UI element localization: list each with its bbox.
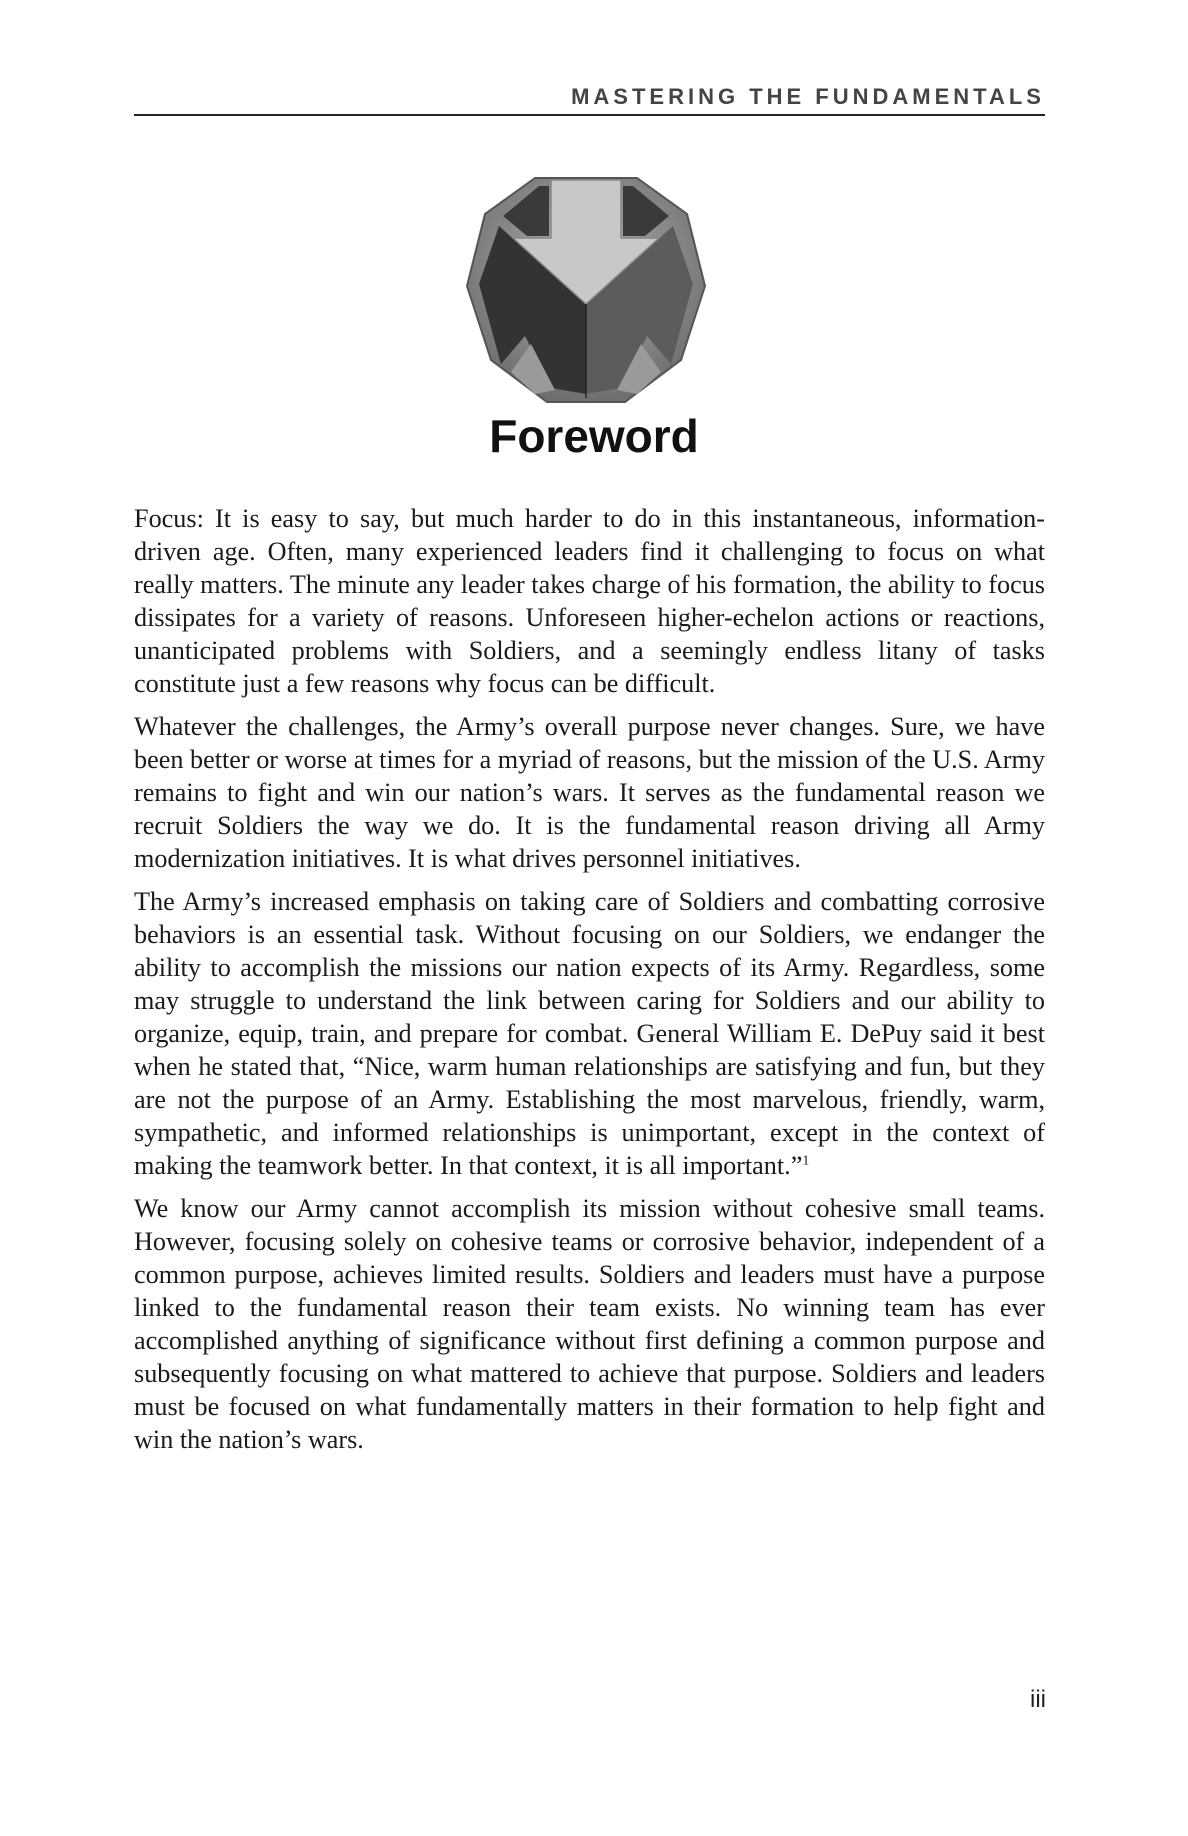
paragraph-2: Whatever the challenges, the Army’s overall purpose never changes. Sure, we have been better or worse at times for a myriad of reasons, but the mission of the U.S. Army remains to fight and win our nation’s wars. It serves as the fundamental reason we recruit Soldiers the way we do. It is the fundamental reason driving all Army modernization initiatives. It is what drives personnel initiatives. — [134, 712, 1045, 873]
page-number: iii — [1030, 1686, 1046, 1713]
octagonal-insignia-icon — [465, 176, 707, 406]
insignia-emblem — [465, 176, 707, 406]
body-text — [134, 502, 1045, 1466]
paragraph-1: Focus: It is easy to say, but much harder to do in this instantaneous, information-driven age. Often, many experienced leaders find it challenging to focus on what really matters. The minute any leader takes charge of his formation, the ability to focus dissipates for a variety of reasons. Unforeseen higher-echelon actions or reactions, unanticipated problems with Soldiers, and a seemingly endless litany of tasks constitute just a few reasons why focus can be difficult. — [134, 504, 1045, 698]
paragraph-3-text: The Army’s increased emphasis on taking care of Soldiers and combatting corrosive behaviors is an essential task. Without focusing on our Soldiers, we endanger the ability to accomplish the missions our nation expects of its Army. Regardless, some may struggle to understand the link between caring for Soldiers and our ability to organize, equip, train, and prepare for combat. General William E. DePuy said it best when he stated that, “Nice, warm human relationships are satisfying and fun, but they are not the purpose of an Army. Establishing the most marvelous, friendly, warm, sympathetic, and informed relationships is unimportant, except in the context of making the teamwork better. In that context, it is all important.” — [134, 887, 1045, 1180]
footnote-ref[interactable]: 1 — [802, 1153, 810, 1169]
page-title: Foreword — [489, 410, 699, 462]
paragraph-3 — [134, 885, 1045, 1182]
running-header — [134, 84, 1045, 116]
paragraph-4: We know our Army cannot accomplish its mission without cohesive small teams. However, focusing solely on cohesive teams or corrosive behavior, independent of a common purpose, achieves limited results. Soldiers and leaders must have a purpose linked to the fundamental reason their team exists. No winning team has ever accomplished anything of significance without first defining a common purpose and subsequently focusing on what mattered to achieve that purpose. Soldiers and leaders must be focused on what fundamentally matters in their formation to help fight and win the nation’s wars. — [134, 1194, 1045, 1454]
running-title: MASTERING THE FUNDAMENTALS — [571, 84, 1045, 109]
